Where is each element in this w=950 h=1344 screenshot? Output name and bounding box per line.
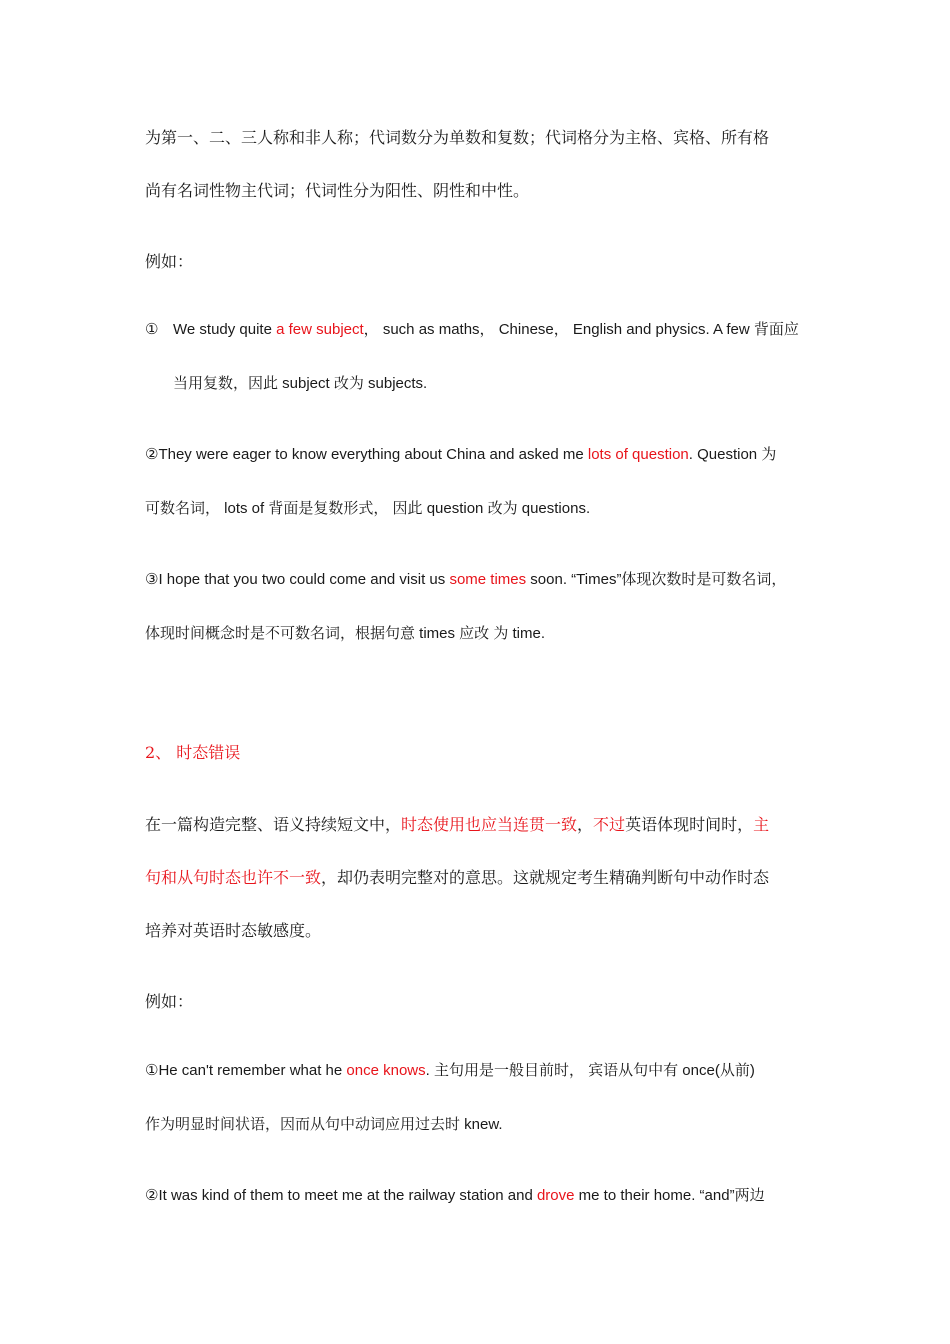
example-2-line-1 (145, 445, 776, 465)
paragraph-line-2 (145, 868, 769, 888)
example-text: ③I hope that you two could come and visit us (145, 571, 450, 588)
paragraph-text: ， (577, 815, 594, 834)
example-text: . 主句用是一般目前时， 宾语从句中有 once(从前) (425, 1062, 755, 1079)
example-label: 例如： (145, 252, 194, 271)
emphasis-highlight: 时态使用也应当连贯一致 (401, 815, 578, 834)
paragraph-line-1 (145, 815, 769, 835)
example-1-line-1 (145, 320, 799, 340)
example-text: ②It was kind of them to meet me at the railway station and (145, 1187, 537, 1204)
example-text: me to their home. “and”两边 (574, 1187, 765, 1204)
emphasis-highlight: 不过 (593, 815, 626, 834)
example-2-line-2: 可数名词， lots of 背面是复数形式， 因此 question 改为 questions. (145, 500, 591, 517)
tense-example-1-line-2: 作为明显时间状语，因而从句中动词应用过去时 knew. (145, 1116, 503, 1133)
paragraph-text: ，却仍表明完整对的意思。这就规定考生精确判断句中动作时态 (321, 868, 770, 887)
list-marker: ① (145, 321, 159, 338)
intro-line-1: 为第一、二、三人称和非人称；代词数分为单数和复数；代词格分为主格、宾格、所有格 (145, 128, 770, 147)
example-text: We study quite (173, 321, 277, 338)
example-3-line-1 (145, 570, 786, 590)
example-text: ①He can't remember what he (145, 1062, 347, 1079)
example-label-2: 例如： (145, 992, 194, 1011)
example-text: ②They were eager to know everything about China and asked me (145, 446, 588, 463)
paragraph-text: 在一篇构造完整、语义持续短文中， (145, 815, 402, 834)
example-text: . Question 为 (688, 446, 777, 463)
paragraph-text: 英语体现时间时， (625, 815, 754, 834)
tense-example-2-line-1 (145, 1186, 765, 1206)
emphasis-highlight: 主 (753, 815, 770, 834)
paragraph-line-3: 培养对英语时态敏感度。 (145, 921, 322, 940)
example-text: ， such as maths， Chinese， English and physics. A few 背面应 (363, 321, 799, 338)
error-highlight: lots of question (587, 446, 689, 463)
emphasis-highlight: 句和从句时态也许不一致 (145, 868, 322, 887)
error-highlight: a few subject (276, 321, 364, 338)
error-highlight: some times (449, 571, 527, 588)
error-highlight: drove (536, 1187, 575, 1204)
example-1-line-2: 当用复数，因此 subject 改为 subjects. (173, 375, 428, 392)
section-heading: 2、 时态错误 (145, 743, 241, 762)
error-highlight: once knows (346, 1062, 426, 1079)
tense-example-1-line-1 (145, 1061, 755, 1081)
example-3-line-2: 体现时间概念时是不可数名词，根据句意 times 应改 为 time. (145, 625, 546, 642)
example-text: soon. “Times”体现次数时是可数名词， (526, 571, 787, 588)
intro-line-2: 尚有名词性物主代词；代词性分为阳性、阴性和中性。 (145, 181, 530, 200)
